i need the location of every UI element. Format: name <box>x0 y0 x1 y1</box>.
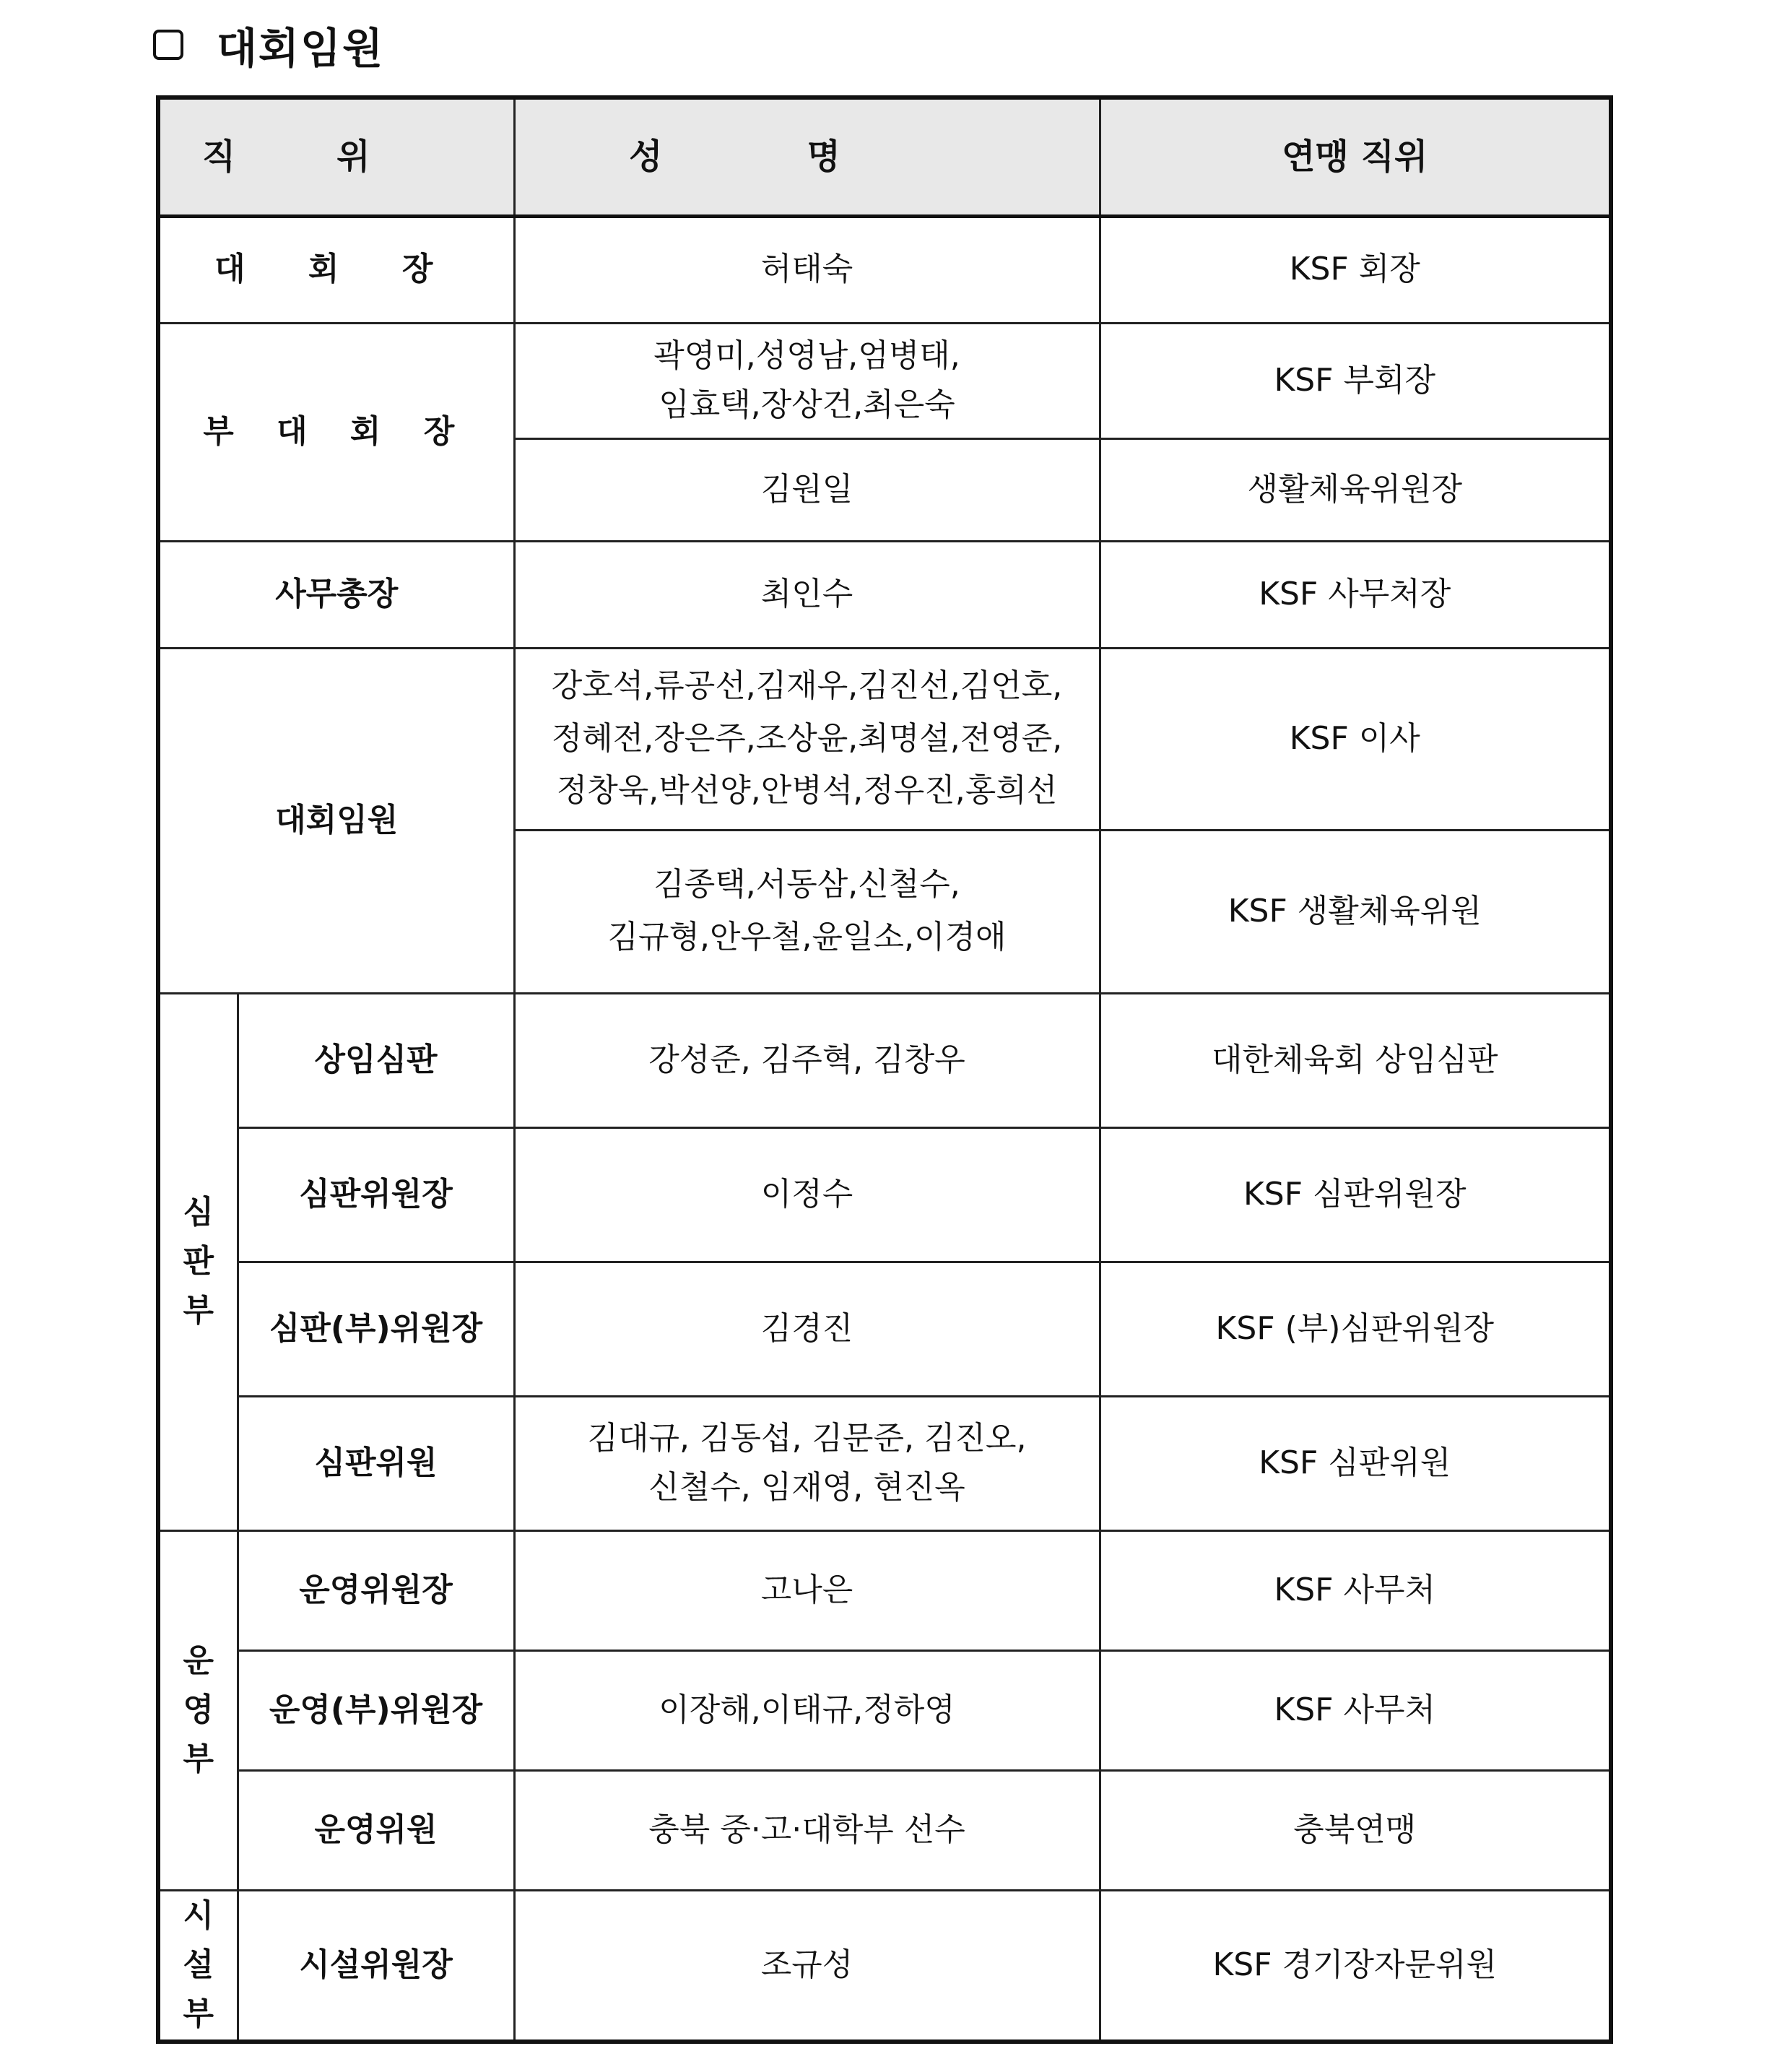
names-cell: 최인수 <box>514 541 1100 648</box>
role-cell: 대한체육회 상임심판 <box>1100 993 1611 1127</box>
names-cell: 강호석,류공선,김재우,김진선,김언호, 정혜전,장은주,조상윤,최명설,전영준, 정창욱,박선양,안병석,정우진,홍희선 <box>514 648 1100 830</box>
position-cell: 심판(부)위원장 <box>238 1262 514 1396</box>
table-row <box>158 1770 1611 1890</box>
table-row <box>158 1530 1611 1650</box>
role-cell: KSF 심판위원 <box>1100 1396 1611 1530</box>
table-row <box>158 1650 1611 1770</box>
role-cell: KSF 이사 <box>1100 648 1611 830</box>
names-cell: 고나은 <box>514 1530 1100 1650</box>
position-cell: 부 대 회 장 <box>158 323 514 541</box>
names-cell: 김원일 <box>514 438 1100 541</box>
officials-table <box>156 95 1613 2044</box>
group-judging-label: 심판부 <box>183 1193 214 1330</box>
role-cell: KSF (부)심판위원장 <box>1100 1262 1611 1396</box>
role-cell: KSF 심판위원장 <box>1100 1127 1611 1262</box>
names-cell: 충북 중·고·대학부 선수 <box>514 1770 1100 1890</box>
position-cell: 심판위원장 <box>238 1127 514 1262</box>
table-row <box>158 1127 1611 1262</box>
names-cell: 이정수 <box>514 1127 1100 1262</box>
group-judging-cell <box>158 993 238 1530</box>
position-cell: 대 회 장 <box>158 216 514 323</box>
position-cell: 운영(부)위원장 <box>238 1650 514 1770</box>
position-cell: 상임심판 <box>238 993 514 1127</box>
position-cell: 사무총장 <box>158 541 514 648</box>
names-cell: 이장해,이태규,정하영 <box>514 1650 1100 1770</box>
table-row <box>158 216 1611 323</box>
group-facilities-label: 시설부 <box>183 1897 214 2033</box>
names-cell: 김경진 <box>514 1262 1100 1396</box>
role-cell: KSF 부회장 <box>1100 323 1611 438</box>
position-cell: 시설위원장 <box>238 1890 514 2042</box>
table-row <box>158 323 1611 438</box>
role-cell: 생활체육위원장 <box>1100 438 1611 541</box>
header-position: 직위 <box>158 97 514 216</box>
group-operations-label: 운영부 <box>183 1642 214 1778</box>
names-cell: 김대규, 김동섭, 김문준, 김진오, 신철수, 임재영, 현진옥 <box>514 1396 1100 1530</box>
role-cell: KSF 경기장자문위원 <box>1100 1890 1611 2042</box>
role-cell: KSF 사무처 <box>1100 1530 1611 1650</box>
table-header-row <box>158 97 1611 216</box>
names-cell: 강성준, 김주혁, 김창우 <box>514 993 1100 1127</box>
section-title: 대회임원 <box>217 24 385 73</box>
role-cell: KSF 회장 <box>1100 216 1611 323</box>
position-cell: 운영위원 <box>238 1770 514 1890</box>
table-row <box>158 648 1611 830</box>
names-cell: 김종택,서동삼,신철수, 김규형,안우철,윤일소,이경애 <box>514 830 1100 993</box>
position-cell: 운영위원장 <box>238 1530 514 1650</box>
table-row <box>158 993 1611 1127</box>
table-row <box>158 1396 1611 1530</box>
position-cell: 심판위원 <box>238 1396 514 1530</box>
table-row <box>158 541 1611 648</box>
role-cell: KSF 사무처장 <box>1100 541 1611 648</box>
names-cell: 허태숙 <box>514 216 1100 323</box>
role-cell: KSF 생활체육위원 <box>1100 830 1611 993</box>
header-name: 성명 <box>514 97 1100 216</box>
section-heading <box>153 16 384 74</box>
role-cell: 충북연맹 <box>1100 1770 1611 1890</box>
header-federation-role: 연맹 직위 <box>1100 97 1611 216</box>
checkbox-square-icon <box>153 30 183 60</box>
position-cell: 대회임원 <box>158 648 514 993</box>
group-facilities-cell <box>158 1890 238 2042</box>
table-row <box>158 1262 1611 1396</box>
names-cell: 조규성 <box>514 1890 1100 2042</box>
group-operations-cell <box>158 1530 238 1890</box>
names-cell: 곽영미,성영남,엄병태, 임효택,장상건,최은숙 <box>514 323 1100 438</box>
role-cell: KSF 사무처 <box>1100 1650 1611 1770</box>
table-row <box>158 1890 1611 2042</box>
